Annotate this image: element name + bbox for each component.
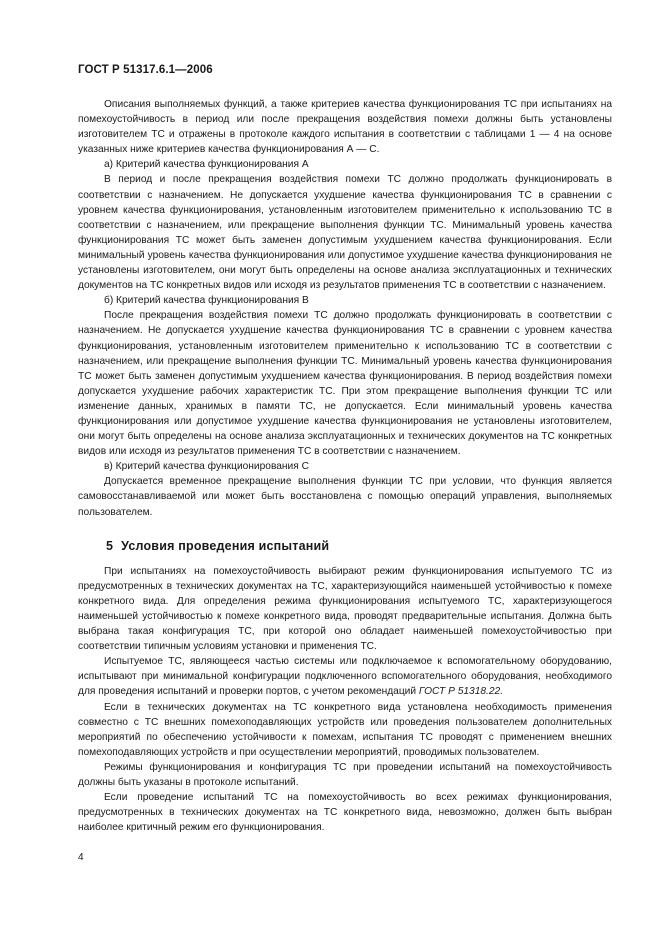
criterion-a-label: а) Критерий качества функционирования А	[104, 159, 309, 171]
criterion-b-label: б) Критерий качества функционирования В	[104, 295, 309, 307]
page-number: 4	[78, 852, 84, 863]
intro-paragraph: Описания выполняемых функций, а также критериев качества функционирования ТС при испытаниях на помехоустойчивость в период или после прекращения воздействия помехи должны быть установлены изготовителем ТС и отражены в протоколе каждого испытания в соответствии с таблицами 1 — 4 на основе указанных ниже критериев качества функционирования А — С.	[78, 99, 612, 156]
document-header: ГОСТ Р 51317.6.1—2006	[78, 64, 213, 76]
section-5-paragraph-1: При испытаниях на помехоустойчивость выбирают режим функционирования испытуемого ТС из предусмотренных в технических документах на ТС, характеризующийся наименьшей устойчивостью к помехе конкретного вида. Для определения режима функционирования испытуемого ТС, характеризующегося наименьшей устойчивостью к помехе конкретного вида, проводят предварительные испытания. Должна быть выбрана такая конфигурация ТС, при которой оно обладает наименьшей помехоустойчивостью при соответствии типичным условиям установки и применения ТС.	[78, 565, 612, 653]
standard-reference: ГОСТ Р 51318.22.	[418, 686, 504, 698]
criterion-c-label: в) Критерий качества функционирования С	[104, 461, 309, 473]
paragraph-2-text: Испытуемое ТС, являющееся частью системы или подключаемое к вспомогательному оборудованию, испытывают при минимальной конфигурации подключенного вспомогательного оборудования, необходимого для проведения испытаний и проверки портов, с учетом рекомендаций	[78, 656, 612, 698]
page-body	[78, 97, 612, 835]
criterion-b-text: После прекращения воздействия помехи ТС должно продолжать функционировать в соответствии с назначением. Не допускается ухудшение качества функционирования ТС в сравнении с уровнем качества функционирования, установленным изготовителем применительно к использованию ТС в соответствии с назначением, или прекращение выполнения функции ТС. Минимальный уровень качества функционирования ТС может быть заменен допустимым ухудшением качества функционирования. В период воздействия помехи допускается ухудшение рабочих характеристик ТС. При этом прекращение выполнения функции ТС или изменение данных, хранимых в памяти ТС, не допускается. Если минимальный уровень качества функционирования или допустимое ухудшение качества функционирования не установлены изготовителем, они могут быть определены на основе анализа эксплуатационных и технических документов на ТС конкретных видов или исходя из результатов применения ТС в соответствии с назначением.	[78, 310, 612, 458]
criterion-a-text: В период и после прекращения воздействия помехи ТС должно продолжать функционировать в соответствии с назначением. Не допускается ухудшение качества функционирования ТС в сравнении с уровнем качества функционирования, установленным изготовителем применительно к использованию ТС в соответствии с назначением, или прекращение выполнения функции ТС. Минимальный уровень качества функционирования ТС может быть заменен допустимым ухудшением качества функционирования. Если минимальный уровень качества функционирования или допустимое ухудшение качества функционирования не установлены изготовителем, они могут быть определены на основе анализа эксплуатационных и технических документов на ТС конкретных видов или исходя из результатов применения ТС в соответствии с назначением.	[78, 174, 612, 292]
section-5-heading	[78, 539, 612, 554]
section-5-paragraph-4: Режимы функционирования и конфигурация ТС при проведении испытаний на помехоустойчивость должны быть указаны в протоколе испытаний.	[78, 761, 612, 789]
section-number: 5	[106, 538, 114, 553]
section-5-paragraph-3: Если в технических документах на ТС конкретного вида установлена необходимость применения совместно с ТС внешних помехоподавляющих устройств или проведения пользователем дополнительных мероприятий по обеспечению устойчивости к помехам, испытания ТС проводят с применением внешних помехоподавляющих устройств и при осуществлении мероприятий, проводимых пользователем.	[78, 701, 612, 758]
section-5-paragraph-5: Если проведение испытаний ТС на помехоустойчивость во всех режимах функционирования, предусмотренных в технических документах на ТС конкретного вида, невозможно, должен быть выбран наиболее критичный режим его функционирования.	[78, 792, 612, 834]
criterion-c-text: Допускается временное прекращение выполнения функции ТС при условии, что функция является самовосстанавливаемой или может быть восстановлена с помощью операций управления, выполняемых пользователем.	[78, 476, 612, 518]
section-5-paragraph-2	[78, 654, 612, 699]
section-title: Условия проведения испытаний	[121, 538, 330, 553]
